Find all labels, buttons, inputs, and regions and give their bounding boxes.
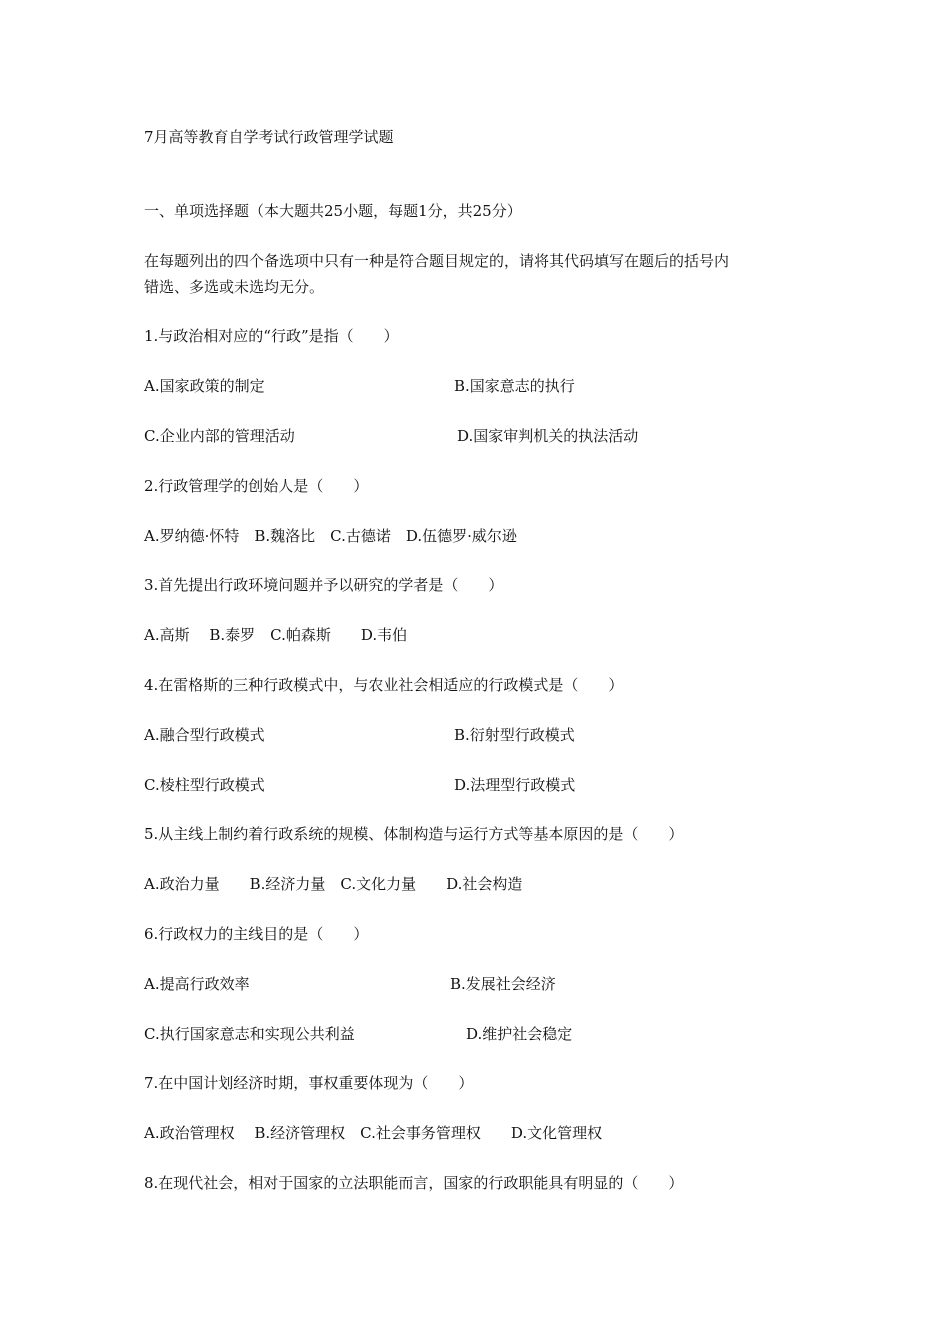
question-4-option-b: B.衍射型行政模式	[454, 726, 575, 744]
question-3-stem: 3.首先提出行政环境问题并予以研究的学者是（ ）	[144, 576, 504, 594]
question-3-options: A.高斯 B.泰罗 C.帕森斯 D.韦伯	[144, 626, 408, 644]
question-4-options-row-1	[144, 725, 910, 745]
question-2-stem: 2.行政管理学的创始人是（ ）	[144, 477, 369, 495]
question-6-option-c: C.执行国家意志和实现公共利益	[144, 1025, 355, 1043]
question-1-option-b: B.国家意志的执行	[454, 377, 575, 395]
question-8-stem: 8.在现代社会，相对于国家的立法职能而言，国家的行政职能具有明显的（ ）	[144, 1174, 684, 1192]
question-6-option-d: D.维护社会稳定	[466, 1025, 573, 1043]
question-1-option-d: D.国家审判机关的执法活动	[457, 427, 639, 445]
question-4-option-a: A.融合型行政模式	[144, 726, 265, 744]
question-6-options-row-2	[144, 1024, 910, 1044]
question-6-options-row-1	[144, 974, 910, 994]
instructions-line-2: 错选、多选或未选均无分。	[144, 278, 325, 296]
question-1-stem: 1.与政治相对应的“行政”是指（ ）	[144, 327, 399, 345]
question-6-option-b: B.发展社会经济	[450, 975, 556, 993]
document-title: 7月高等教育自学考试行政管理学试题	[144, 128, 394, 146]
question-5-stem: 5.从主线上制约着行政系统的规模、体制构造与运行方式等基本原因的是（ ）	[144, 825, 684, 843]
question-4-stem: 4.在雷格斯的三种行政模式中，与农业社会相适应的行政模式是（ ）	[144, 676, 624, 694]
question-2-options: A.罗纳德·怀特 B.魏洛比 C.古德诺 D.伍德罗·威尔逊	[144, 527, 517, 545]
section-heading: 一、单项选择题（本大题共25小题，每题1分，共25分）	[144, 202, 522, 220]
question-1-option-a: A.国家政策的制定	[144, 377, 265, 395]
question-7-stem: 7.在中国计划经济时期，事权重要体现为（ ）	[144, 1074, 474, 1092]
question-4-options-row-2	[144, 775, 910, 795]
question-4-option-c: C.棱柱型行政模式	[144, 776, 265, 794]
question-4-option-d: D.法理型行政模式	[454, 776, 576, 794]
question-1-option-c: C.企业内部的管理活动	[144, 427, 295, 445]
instructions-line-1: 在每题列出的四个备选项中只有一种是符合题目规定的，请将其代码填写在题后的括号内	[144, 252, 730, 270]
question-1-options-row-1	[144, 376, 910, 396]
question-7-options: A.政治管理权 B.经济管理权 C.社会事务管理权 D.文化管理权	[144, 1124, 603, 1142]
question-5-options: A.政治力量 B.经济力量 C.文化力量 D.社会构造	[144, 875, 523, 893]
question-6-stem: 6.行政权力的主线目的是（ ）	[144, 925, 369, 943]
question-1-options-row-2	[144, 426, 910, 446]
question-6-option-a: A.提高行政效率	[144, 975, 250, 993]
